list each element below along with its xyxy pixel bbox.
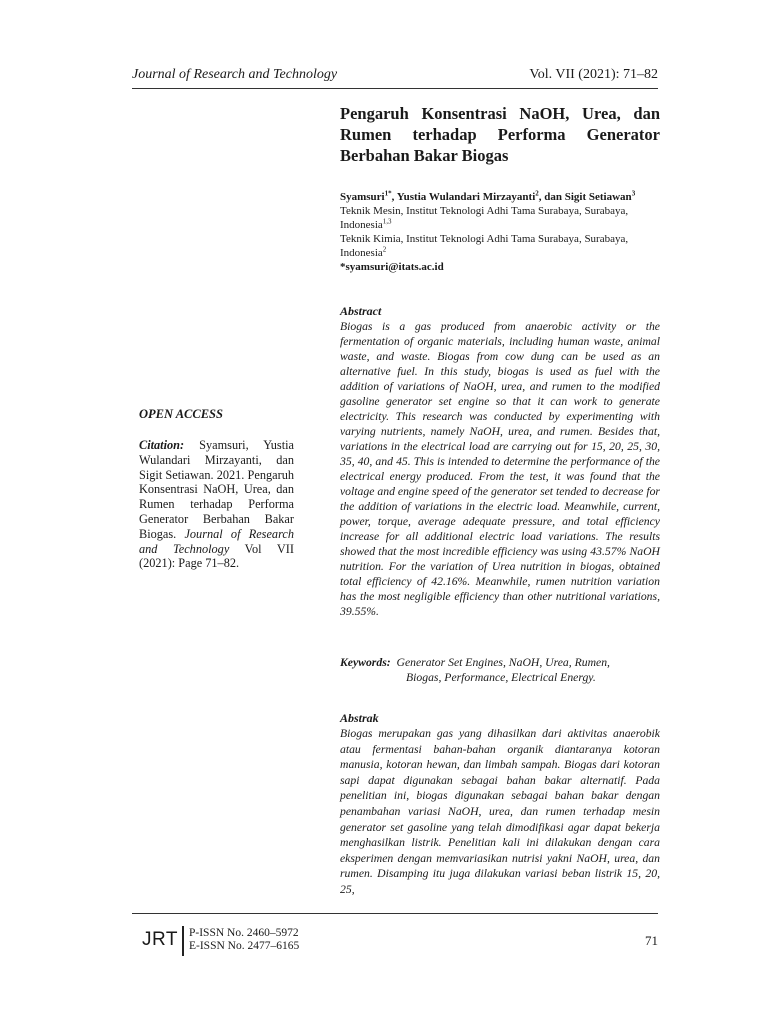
- journal-name: Journal of Research and Technology: [132, 67, 338, 82]
- authors-block: [340, 190, 660, 274]
- affiliation-2: Teknik Kimia, Institut Teknologi Adhi Tama Surabaya, Surabaya, Indonesia$^2$: [340, 233, 629, 259]
- affiliation-1: Teknik Mesin, Institut Teknologi Adhi Tama Surabaya, Surabaya, Indonesia$^{1,3}$: [340, 205, 629, 231]
- header-divider: [132, 88, 658, 89]
- e-issn: E-ISSN No. 2477–6165: [189, 940, 300, 952]
- volume-info: Vol. VII (2021): 71–82: [529, 67, 658, 82]
- author-names: Syamsuri$^{1*}$, Yustia Wulandari Mirzayanti$^2$, dan Sigit Setiawan$^3$: [340, 189, 636, 203]
- citation-label: Citation:: [139, 438, 185, 452]
- page-number: 71: [645, 933, 658, 948]
- citation-end: Vol VII (2021): Page 71–82.: [139, 541, 294, 571]
- keywords-label: Keywords: [340, 656, 387, 669]
- corresponding-email[interactable]: *syamsuri@itats.ac.id: [340, 261, 444, 273]
- open-access-label: OPEN ACCESS: [139, 407, 223, 421]
- keywords-line-2: Biogas, Performance, Electrical Energy.: [406, 671, 596, 684]
- abstrak-heading: Abstrak: [340, 711, 379, 725]
- issn-block: [189, 927, 299, 953]
- p-issn: P-ISSN No. 2460–5972: [189, 927, 299, 939]
- paper-title: Pengaruh Konsentrasi NaOH, Urea, dan Rumen terhadap Performa Generator Berbahan Bakar Biogas: [340, 104, 660, 165]
- keywords-block: Keywords: Generator Set Engines, NaOH, Urea, Rumen, Biogas, Performance, Electrical Energy.: [340, 655, 660, 685]
- abstract-heading: Abstract: [340, 304, 382, 318]
- citation-text: Syamsuri, Yustia Wulandari Mirzayanti, dan Sigit Setiawan. 2021. Pengaruh Konsentrasi NaOH, Urea, dan Rumen terhadap Performa Generator Berbahan Bakar Biogas.: [139, 438, 294, 541]
- journal-logo: JRT: [142, 929, 178, 950]
- keywords-line-1: Generator Set Engines, NaOH, Urea, Rumen,: [396, 656, 610, 669]
- logo-separator: [182, 926, 184, 956]
- footer-divider: [132, 913, 658, 914]
- citation-journal: Journal of Research and Technology: [139, 526, 294, 556]
- abstract-body: Biogas is a gas produced from anaerobic activity or the fermentation of organic materials, including human waste, animal waste, and waste. Biogas from cow dung can be used as an alternative fuel. In this study, biogas is used as fuel with the addition of variations of NaOH, urea, and rumen to the modified gasoline generator set engine so that it can work to generate electricity. This research was conducted by experimenting with varying nutrients, namely NaOH, urea, and rumen. Besides that, variations in the electrical load are carrying out for 15, 20, 25, 30, 35, 40, and 45. This is intended to determine the performance of the electrical energy produced. From the test, it was found that the voltage and engine speed of the generator set tended to decrease for the addition of variations in the electric load. Meanwhile, current, power, torque, average adequate pressure, and total efficiency increase for all additional electric load variations. The results showed that the most incredible efficiency was using 43.57% NaOH nutrition. For the variation of Urea nutrition in biogas, obtained total efficiency of 42.16%. Meanwhile, rumen nutrition variation has the most negligible efficiency than other nutritional variations, 39.55%.: [340, 320, 660, 618]
- citation-block: [139, 438, 294, 571]
- abstrak-body: Biogas merupakan gas yang dihasilkan dari aktivitas anaerobik atau fermentasi bahan-bahan organik diantaranya kotoran manusia, kotoran hewan, dan limbah sampah. Biogas dari kotoran sapi dapat digunakan sebagai bahan bakar alternatif. Pada penelitian ini, biogas digunakan sebagai bahan bakar dengan penambahan variasi NaOH, urea, dan rumen terhadap mesin generator set gasoline yang telah dimodifikasi agar dapat bekerja menghasilkan listrik. Penelitian kali ini dilakukan dengan cara eksperimen dengan memvariasikan nutrisi yakni NaOH, urea, dan rumen. Disamping itu juga dilakukan variasi beban listrik 15, 20, 25,: [340, 727, 660, 896]
